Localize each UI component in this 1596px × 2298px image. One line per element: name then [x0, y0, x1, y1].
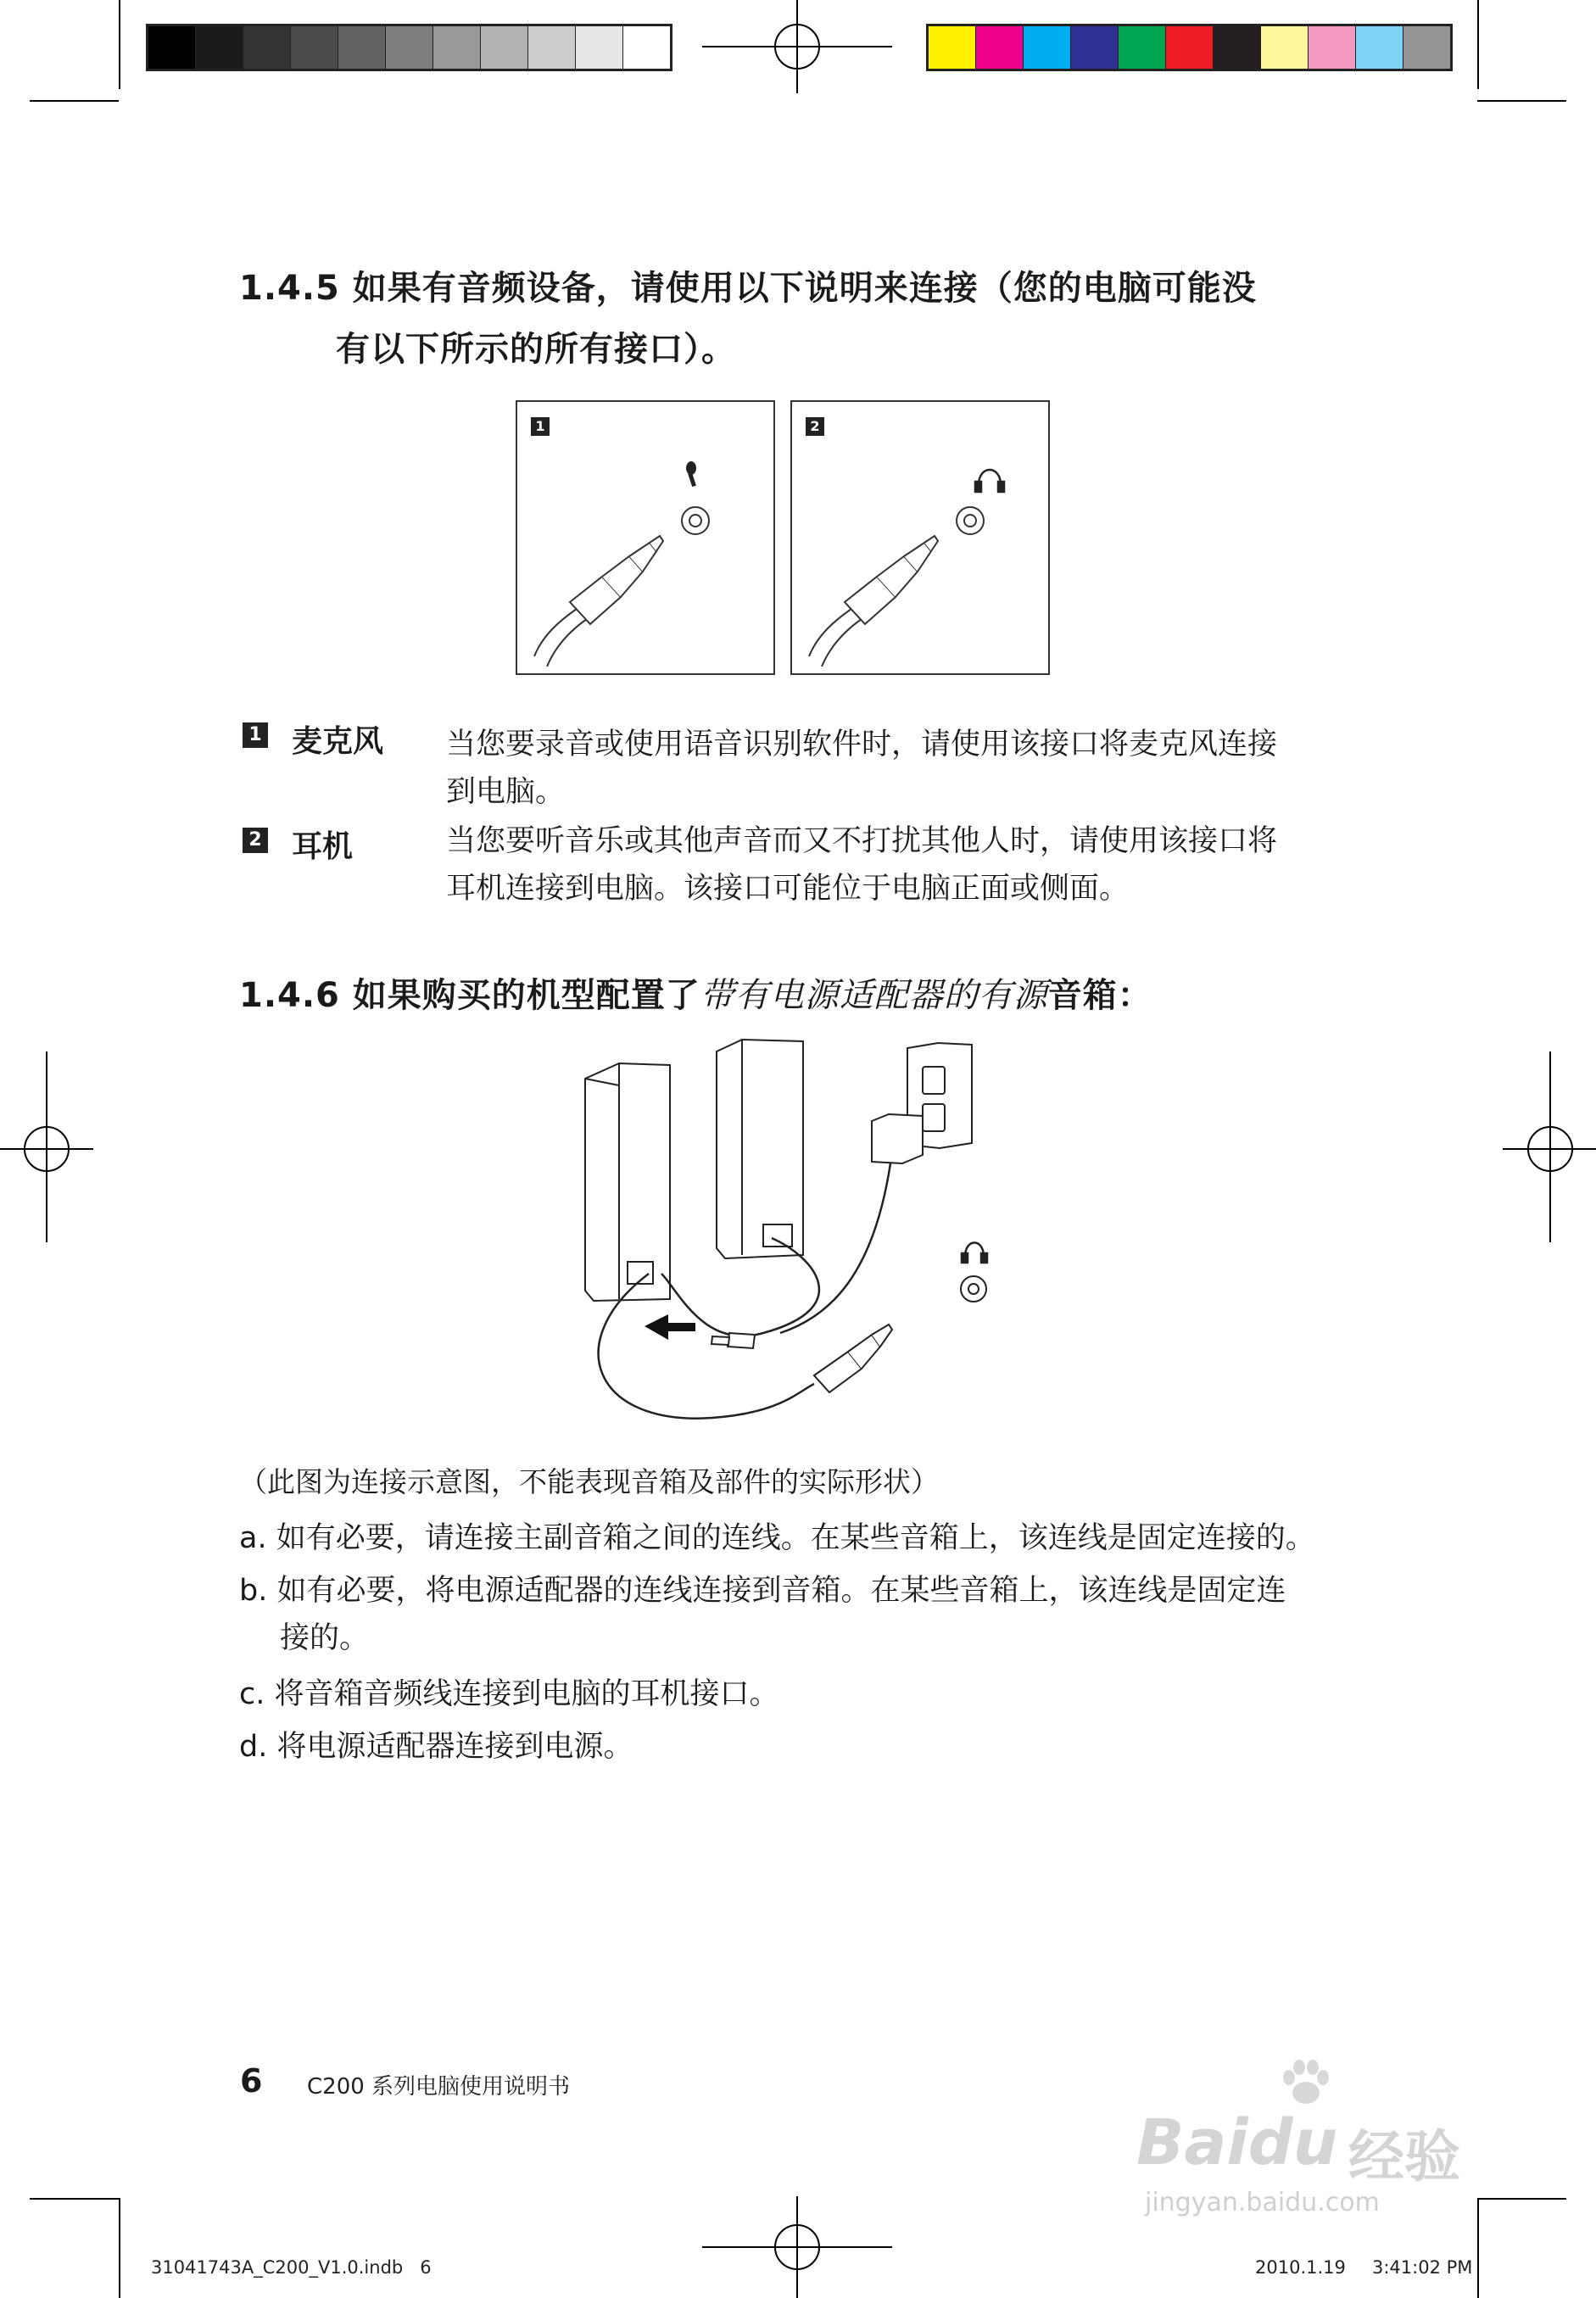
- color-swatch: [1024, 26, 1071, 69]
- audio-port: [682, 507, 709, 534]
- watermark-brand: Bai: [1136, 2106, 1248, 2179]
- color-swatch: [148, 26, 196, 69]
- section-146-heading-prefix: 1.4.6 如果购买的机型配置了: [239, 976, 700, 1015]
- step-marker: d.: [239, 1730, 268, 1764]
- step-d: [239, 1723, 633, 1771]
- headphone-port: [961, 1276, 986, 1302]
- step-text: 将音箱音频线连接到电脑的耳机接口。: [274, 1677, 779, 1711]
- speaker-plug: [712, 1333, 755, 1348]
- audio-plug: [814, 1325, 892, 1392]
- arrow-icon: [645, 1314, 695, 1340]
- step-c: [239, 1671, 779, 1718]
- section-145-heading-line1: 1.4.5 如果有音频设备，请使用以下说明来连接（您的电脑可能没: [239, 269, 1257, 308]
- definition-term-microphone: 麦克风: [292, 723, 384, 759]
- slug-time: 3:41:02 PM: [1372, 2257, 1473, 2278]
- step-text: 将电源适配器连接到电源。: [276, 1730, 633, 1764]
- step-b-continuation: 接的。: [280, 1621, 370, 1655]
- color-swatch: [1309, 26, 1356, 69]
- page-number: 6: [240, 2062, 263, 2100]
- plug-illustration: [809, 536, 938, 667]
- color-swatch: [976, 26, 1024, 69]
- color-swatch: [481, 26, 528, 69]
- audio-port: [957, 507, 984, 534]
- definition-term-headphone: 耳机: [292, 828, 354, 864]
- figure-caption: （此图为连接示意图，不能表现音箱及部件的实际形状）: [239, 1465, 939, 1498]
- color-swatch: [386, 26, 433, 69]
- color-swatch: [243, 26, 291, 69]
- color-swatch: [1403, 26, 1450, 69]
- color-swatch: [623, 26, 670, 69]
- definition-number-1: 1: [243, 722, 268, 748]
- color-swatch: [433, 26, 481, 69]
- color-swatch: [929, 26, 976, 69]
- color-swatch: [1166, 26, 1214, 69]
- headphone-icon: [962, 1243, 987, 1263]
- powered-speaker-illustration: [560, 1036, 1001, 1443]
- figure-microphone-jack: [516, 400, 775, 675]
- color-swatch: [338, 26, 386, 69]
- power-adapter: [872, 1114, 923, 1163]
- step-marker: b.: [239, 1574, 268, 1608]
- definition-desc-headphone-line1: 当您要听音乐或其他声音而又不打扰其他人时，请使用该接口将: [446, 824, 1278, 858]
- definition-microphone: [243, 722, 384, 759]
- figure-label-1: 1: [531, 417, 550, 436]
- microphone-jack-illustration: [517, 402, 773, 673]
- slug-date: 2010.1.19: [1255, 2257, 1346, 2278]
- plug-illustration: [534, 536, 663, 667]
- paw-icon: [1279, 2059, 1333, 2110]
- color-swatch: [1356, 26, 1403, 69]
- color-swatch: [1071, 26, 1119, 69]
- microphone-icon: [686, 461, 696, 487]
- section-146-heading-italic: 带有电源适配器的有源: [700, 976, 1048, 1015]
- color-swatch: [1119, 26, 1166, 69]
- color-swatch: [528, 26, 576, 69]
- headphone-icon: [975, 470, 1004, 492]
- step-b: [239, 1567, 1286, 1615]
- section-146-heading-suffix: 音箱：: [1047, 976, 1152, 1015]
- section-145-heading-line2: 有以下所示的所有接口）。: [336, 330, 736, 369]
- step-marker: c.: [239, 1677, 265, 1711]
- color-swatch: [576, 26, 623, 69]
- color-swatch: [1214, 26, 1261, 69]
- figure-label-2: 2: [806, 417, 824, 436]
- figure-headphone-jack: [790, 400, 1050, 675]
- gray-color-bar: [146, 24, 672, 71]
- slug-file-name: 31041743A_C200_V1.0.indb 6: [151, 2257, 432, 2278]
- baidu-jingyan-watermark: [1136, 2052, 1501, 2222]
- definition-desc-headphone-line2: 耳机连接到电脑。该接口可能位于电脑正面或侧面。: [446, 872, 1130, 906]
- definition-desc-microphone-line1: 当您要录音或使用语音识别软件时，请使用该接口将麦克风连接: [446, 728, 1278, 761]
- watermark-url: jingyan.baidu.com: [1145, 2188, 1380, 2217]
- definition-headphone: [243, 828, 354, 864]
- color-swatch: [196, 26, 243, 69]
- headphone-jack-illustration: [792, 402, 1048, 673]
- definition-desc-microphone-line2: 到电脑。: [446, 775, 566, 809]
- step-marker: a.: [239, 1521, 267, 1555]
- step-text: 如有必要，将电源适配器的连线连接到音箱。在某些音箱上，该连线是固定连: [276, 1574, 1286, 1608]
- color-swatch: [1261, 26, 1309, 69]
- section-146-heading: [239, 968, 1152, 1017]
- color-swatch: [291, 26, 338, 69]
- watermark-brand-paw: du: [1247, 2106, 1338, 2179]
- step-a: [239, 1514, 1315, 1562]
- book-title: C200 系列电脑使用说明书: [307, 2074, 571, 2100]
- definition-number-2: 2: [243, 828, 268, 853]
- process-color-bar: [926, 24, 1453, 71]
- watermark-cn: 经验: [1348, 2124, 1460, 2189]
- step-text: 如有必要，请连接主副音箱之间的连线。在某些音箱上，该连线是固定连接的。: [276, 1521, 1315, 1555]
